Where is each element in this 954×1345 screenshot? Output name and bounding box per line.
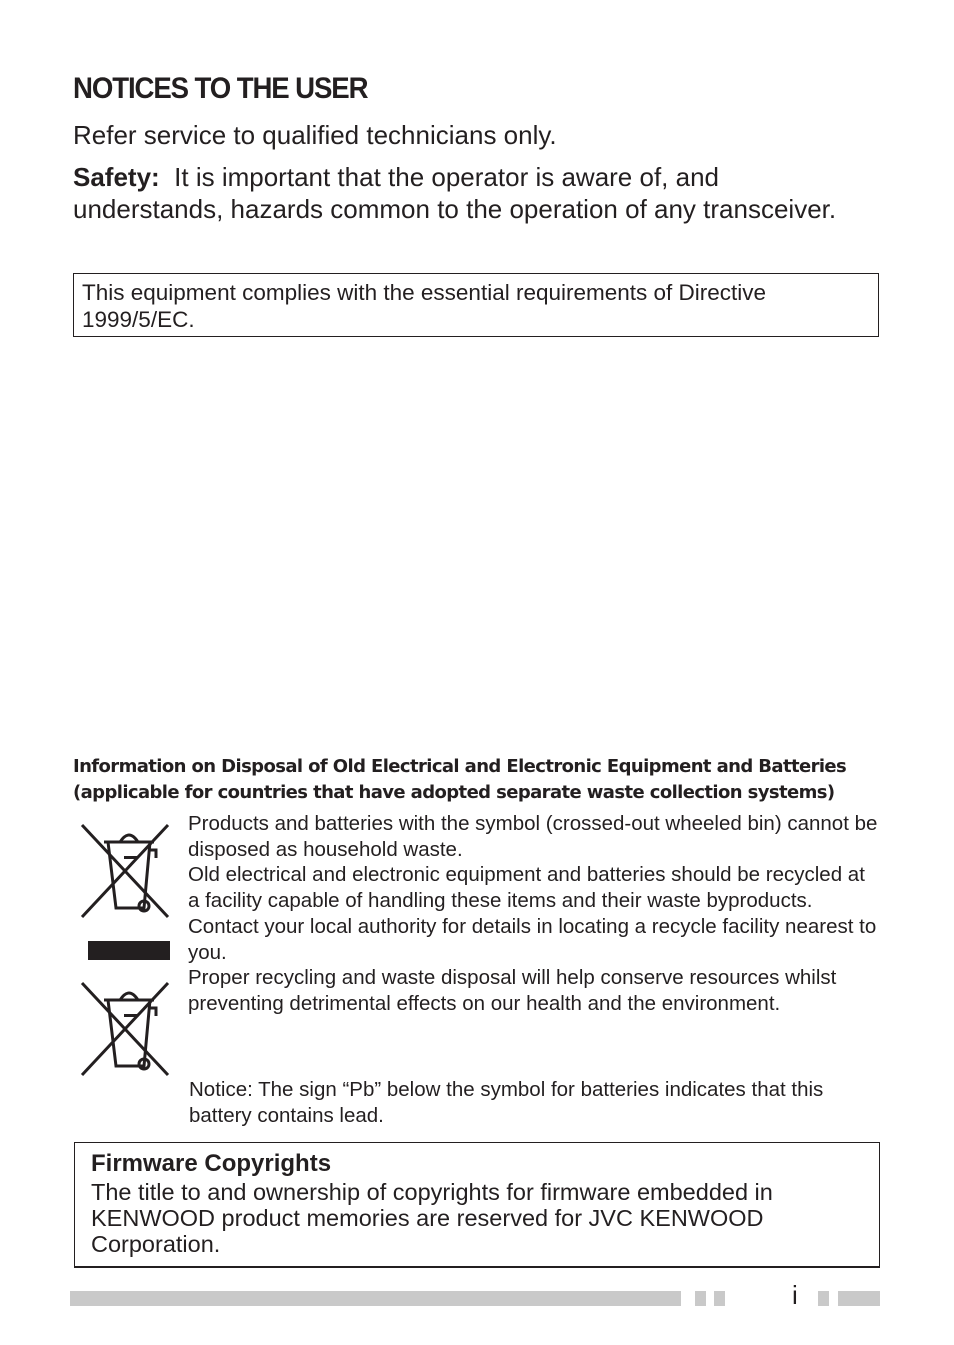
pb-symbol-bar: [88, 941, 170, 960]
disposal-paragraph: Proper recycling and waste disposal will help conserve resources whilst preventing detrimental effects on our health and the environment.: [188, 966, 837, 1015]
page-number: i: [792, 1280, 798, 1310]
disposal-heading-line1: Information on Disposal of Old Electrical and Electronic Equipment and Batteries: [73, 756, 847, 777]
disposal-heading-line2: (applicable for countries that have adopted separate waste collection systems): [73, 782, 835, 803]
page-title: NOTICES TO THE USER: [73, 72, 368, 105]
safety-notice: [73, 161, 863, 225]
disposal-paragraph: Old electrical and electronic equipment and batteries should be recycled at a facility capable of handling these items and their waste byproducts.: [188, 863, 865, 913]
safety-text: It is important that the operator is aware of, and understands, hazards common to the operation of any transceiver.: [73, 162, 837, 224]
pb-notice: Notice: The sign “Pb” below the symbol for batteries indicates that this battery contains lead.: [189, 1078, 824, 1127]
firmware-copyrights-box: [74, 1142, 880, 1268]
service-notice: Refer service to qualified technicians only.: [73, 120, 557, 150]
footer-bar-block: [714, 1291, 725, 1306]
crossed-out-wheeled-bin-icon: [80, 820, 170, 920]
footer-bar-block: [695, 1291, 706, 1306]
disposal-heading: [73, 754, 903, 806]
disposal-text: [188, 811, 878, 1017]
directive-box: This equipment complies with the essential requirements of Directive 1999/5/EC.: [73, 273, 879, 337]
footer-bar-block: [818, 1291, 829, 1306]
firmware-title: Firmware Copyrights: [91, 1150, 332, 1177]
crossed-out-wheeled-bin-battery-icon: [80, 978, 170, 1078]
footer-bar: [70, 1291, 681, 1306]
disposal-paragraph: Contact your local authority for details in locating a recycle facility nearest to you.: [188, 914, 877, 964]
disposal-paragraph: Products and batteries with the symbol (crossed-out wheeled bin) cannot be disposed as household waste.: [188, 812, 878, 861]
firmware-body: The title to and ownership of copyrights for firmware embedded in KENWOOD product memories are reserved for JVC KENWOOD Corporation.: [91, 1179, 773, 1257]
footer-bar-end: [838, 1291, 880, 1306]
safety-label: Safety:: [73, 162, 160, 192]
